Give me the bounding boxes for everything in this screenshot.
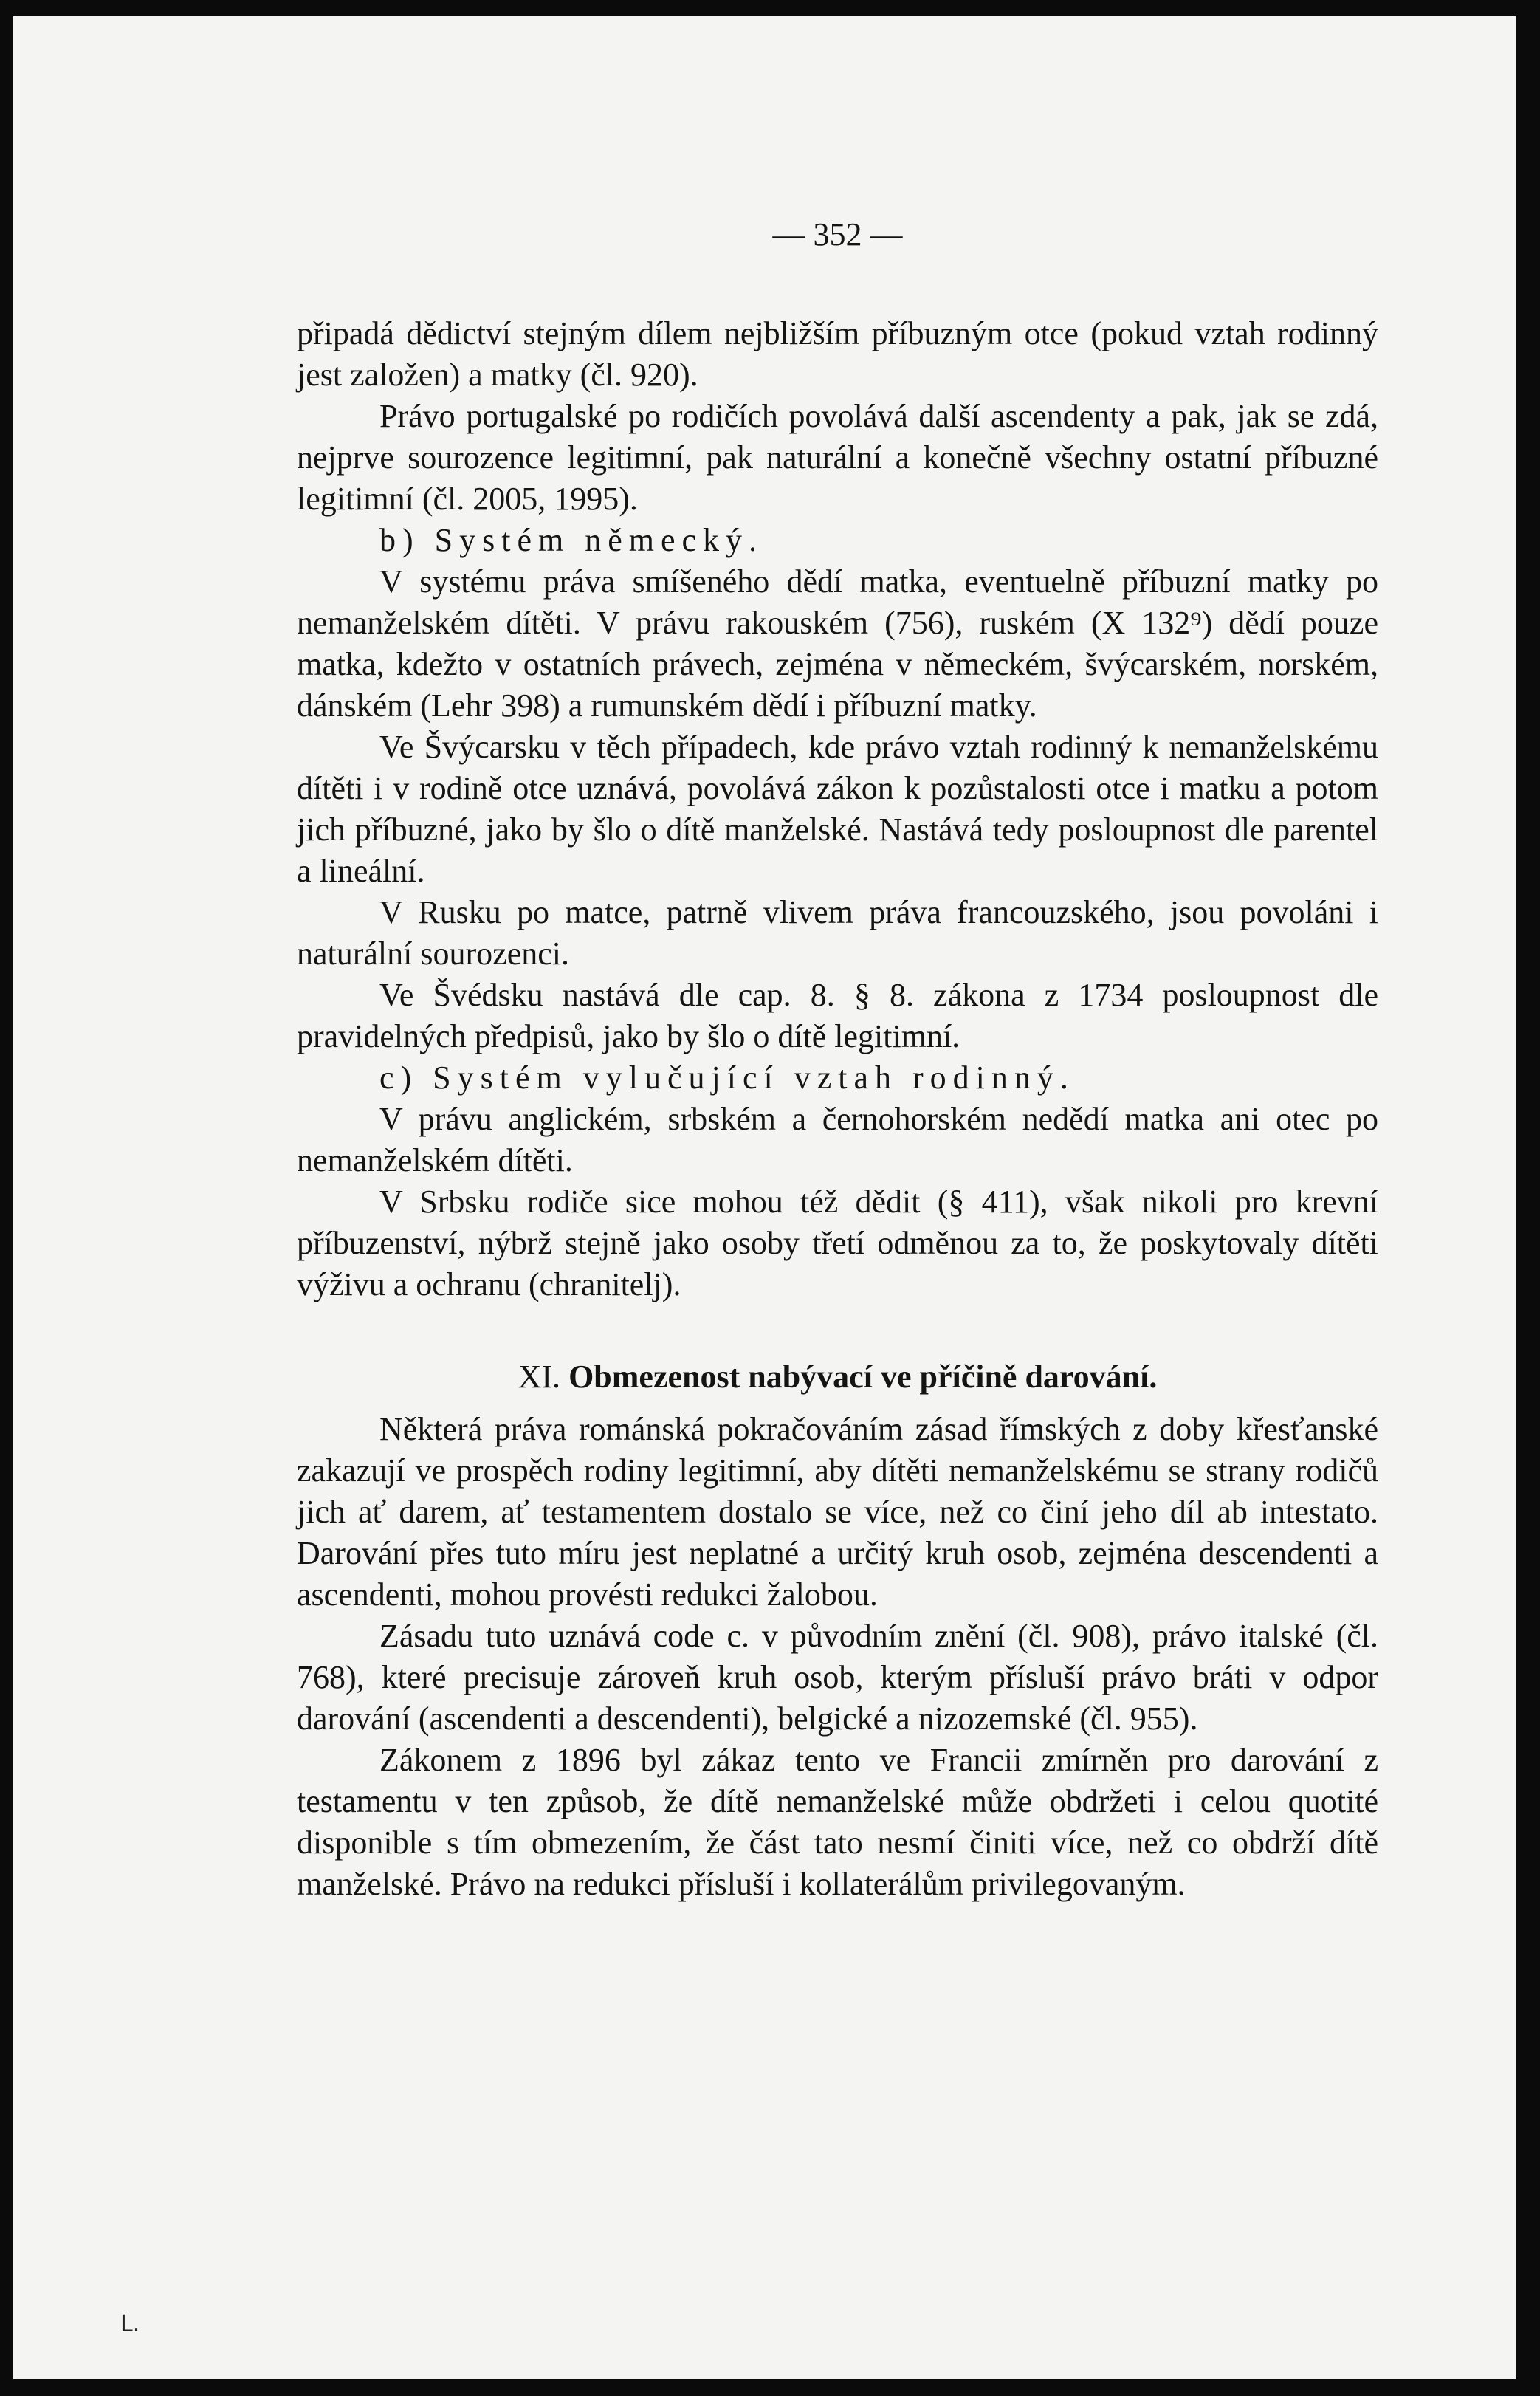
paragraph-4: Ve Švýcarsku v těch případech, kde právo vztah rodinný k nemanželskému dítěti i v rodině otce uznává, povolává zákon k pozůstalosti otce i matku a potom jich příbuzné, jako by šlo o dítě manželské. Nastává tedy posloupnost dle parentel a lineální.	[297, 729, 1378, 889]
section-heading	[297, 1356, 1378, 1398]
page-number: — 352 —	[772, 216, 903, 253]
subheading-exclusion-system: c) Systém vylučující vztah rodinný.	[379, 1060, 1075, 1096]
subheading-german-system: b) Systém německý.	[379, 522, 764, 558]
section-title: Obmezenost nabývací ve příčině darování.	[568, 1359, 1158, 1395]
page-content	[297, 214, 1378, 1905]
margin-mark: L.	[120, 2311, 140, 2337]
paragraph-5: V Rusku po matce, patrně vlivem práva francouzského, jsou povoláni i naturální sourozenci.	[297, 894, 1378, 972]
paragraph-1: připadá dědictví stejným dílem nejbližším příbuzným otce (pokud vztah rodinný jest založen) a matky (čl. 920).	[297, 315, 1378, 393]
paragraph-3: V systému práva smíšeného dědí matka, eventuelně příbuzní matky po nemanželském dítěti. V právu rakouském (756), ruském (X 132⁹) dědí pouze matka, kdežto v ostatních právech, zejména v německém, švýcarském, norském, dánském (Lehr 398) a rumunském dědí i příbuzní matky.	[297, 563, 1378, 724]
paragraph-2: Právo portugalské po rodičích povolává další ascendenty a pak, jak se zdá, nejprve sourozence legitimní, pak naturální a konečně všechny ostatní příbuzné legitimní (čl. 2005, 1995).	[297, 398, 1378, 517]
book-page	[13, 16, 1516, 2379]
paragraph-7: V právu anglickém, srbském a černohorském nedědí matka ani otec po nemanželském dítěti.	[297, 1101, 1378, 1178]
section-number: XI.	[518, 1359, 561, 1395]
paragraph-10: Zásadu tuto uznává code c. v původním znění (čl. 908), právo italské (čl. 768), které precisuje zároveň kruh osob, kterým přísluší právo bráti v odpor darování (ascendenti a descendenti), belgické a nizozemské (čl. 955).	[297, 1618, 1378, 1737]
paragraph-8: V Srbsku rodiče sice mohou též dědit (§ 411), však nikoli pro krevní příbuzenství, nýbrž stejně jako osoby třetí odměnou za to, že poskytovaly dítěti výživu a ochranu (chranitelj).	[297, 1184, 1378, 1302]
paragraph-9: Některá práva románská pokračováním zásad římských z doby křesťanské zakazují ve prospěch rodiny legitimní, aby dítěti nemanželskému se strany rodičů jich ať darem, ať testamentem dostalo se více, než co činí jeho díl ab intestato. Darování přes tuto míru jest neplatné a určitý kruh osob, zejména descendenti a ascendenti, mohou provésti redukci žalobou.	[297, 1411, 1378, 1613]
paragraph-6: Ve Švédsku nastává dle cap. 8. § 8. zákona z 1734 posloupnost dle pravidelných předpisů, jako by šlo o dítě legitimní.	[297, 977, 1378, 1054]
paragraph-11: Zákonem z 1896 byl zákaz tento ve Francii zmírněn pro darování z testamentu v ten způsob, že dítě nemanželské může obdržeti i celou quotité disponible s tím obmezením, že část tato nesmí činiti více, než co obdrží dítě manželské. Právo na redukci přísluší i kollaterálům privilegovaným.	[297, 1742, 1378, 1902]
